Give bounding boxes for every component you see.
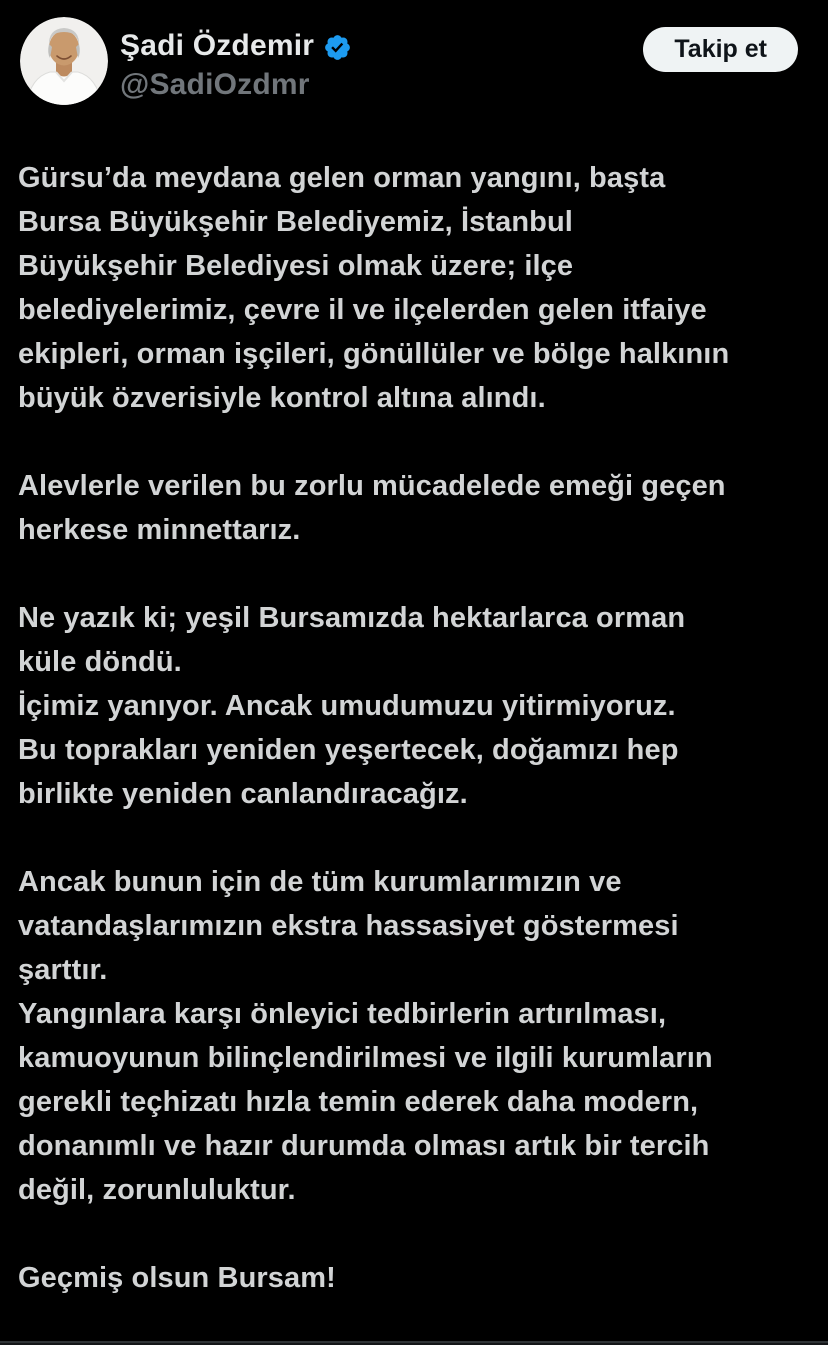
tweet-line: Yangınlara karşı önleyici tedbirlerin artırılması, — [18, 998, 667, 1030]
avatar[interactable] — [20, 17, 108, 105]
post-header — [0, 0, 828, 130]
tweet-line: Geçmiş olsun Bursam! — [18, 1262, 336, 1294]
tweet-line: İçimiz yanıyor. Ancak umudumuzu yitirmiyoruz. — [18, 690, 676, 722]
tweet-line — [18, 552, 822, 596]
tweet-line: ekipleri, orman işçileri, gönüllüler ve bölge halkının — [18, 338, 730, 370]
tweet-line: Bu toprakları yeniden yeşertecek, doğamızı hep — [18, 734, 679, 766]
tweet-line: Ancak bunun için de tüm kurumlarımızın ve — [18, 866, 622, 898]
tweet-line: Alevlerle verilen bu zorlu mücadelede emeği geçen — [18, 470, 726, 502]
tweet-line: değil, zorunluluktur. — [18, 1174, 296, 1206]
tweet-line: Bursa Büyükşehir Belediyemiz, İstanbul — [18, 206, 573, 238]
tweet-line: gerekli teçhizatı hızla temin ederek daha modern, — [18, 1086, 699, 1118]
user-handle[interactable]: @SadiOzdmr — [120, 68, 310, 101]
tweet-line: belediyelerimiz, çevre il ve ilçelerden gelen itfaiye — [18, 294, 707, 326]
tweet-line: herkese minnettarız. — [18, 514, 301, 546]
user-block — [120, 26, 352, 104]
tweet-line: Büyükşehir Belediyesi olmak üzere; ilçe — [18, 250, 574, 282]
display-name: Şadi Özdemir — [120, 29, 315, 62]
tweet-line: birlikte yeniden canlandıracağız. — [18, 778, 468, 810]
tweet-line: vatandaşlarımızın ekstra hassasiyet göstermesi — [18, 910, 679, 942]
tweet-line — [18, 816, 822, 860]
tweet-line: büyük özverisiyle kontrol altına alındı. — [18, 382, 546, 414]
tweet-line: donanımlı ve hazır durumda olması artık bir tercih — [18, 1130, 710, 1162]
tweet-line: kamuoyunun bilinçlendirilmesi ve ilgili kurumların — [18, 1042, 713, 1074]
verified-badge-icon — [323, 33, 352, 62]
follow-button[interactable]: Takip et — [643, 27, 798, 72]
tweet-text — [18, 156, 822, 1300]
tweet-line: şarttır. — [18, 954, 108, 986]
tweet-line: küle döndü. — [18, 646, 182, 678]
tweet-line: Gürsu’da meydana gelen orman yangını, başta — [18, 162, 666, 194]
user-name-link[interactable] — [120, 26, 352, 66]
tweet-line — [18, 420, 822, 464]
avatar-image — [20, 17, 108, 105]
tweet-line — [18, 1212, 822, 1256]
tweet-line: Ne yazık ki; yeşil Bursamızda hektarlarca orman — [18, 602, 686, 634]
